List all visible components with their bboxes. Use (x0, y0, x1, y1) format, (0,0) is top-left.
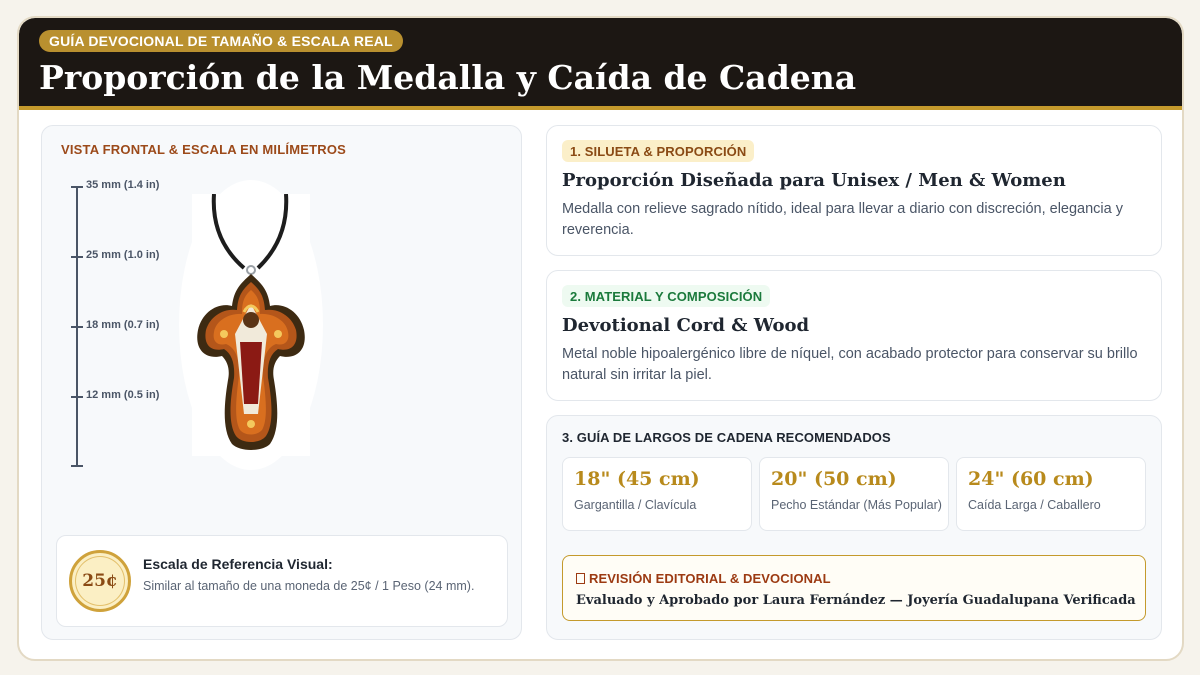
ruler-tick (71, 396, 83, 398)
review-body: Evaluado y Aprobado por Laura Fernández — Joyería Guadalupana Verificada (576, 593, 1136, 608)
silhouette-card (546, 125, 1162, 256)
review-heading-text: REVISIÓN EDITORIAL & DEVOCIONAL (589, 571, 831, 586)
material-title: Devotional Cord & Wood (562, 315, 810, 336)
ruler-label: 18 mm (0.7 in) (86, 319, 160, 331)
ruler-label: 12 mm (0.5 in) (86, 389, 160, 401)
review-heading (576, 571, 831, 586)
chain-length-heading: 3. GUÍA DE LARGOS DE CADENA RECOMENDADOS (562, 430, 891, 445)
length-note: Caída Larga / Caballero (968, 498, 1101, 512)
material-description: Metal noble hipoalergénico libre de níquel, con acabado protector para conservar su brillo natural sin irritar la piel. (562, 346, 1138, 383)
length-note: Pecho Estándar (Más Popular) (771, 498, 942, 512)
scale-panel-heading: VISTA FRONTAL & ESCALA EN MILÍMETROS (61, 142, 347, 157)
silhouette-description: Medalla con relieve sagrado nítido, ideal para llevar a diario con discreción, elegancia y reverencia. (562, 201, 1123, 238)
coin-reference-description: Similar al tamaño de una moneda de 25¢ / 1 Peso (24 mm). (143, 579, 475, 593)
page-title: Proporción de la Medalla y Caída de Cadena (39, 58, 857, 97)
coin-icon: 25¢ (69, 550, 131, 612)
ruler-tick (71, 326, 83, 328)
ruler-tick (71, 465, 83, 467)
missing-glyph-icon (576, 573, 585, 584)
length-option-18[interactable] (562, 457, 752, 531)
editorial-review-box (562, 555, 1146, 621)
coin-reference-card (56, 535, 508, 627)
ruler-tick (71, 256, 83, 258)
length-option-20[interactable] (759, 457, 949, 531)
page-header (19, 18, 1182, 110)
material-card (546, 270, 1162, 401)
page-frame (17, 16, 1184, 661)
ruler-label: 25 mm (1.0 in) (86, 249, 160, 261)
length-value: 24" (60 cm) (968, 468, 1094, 490)
scale-panel (41, 125, 522, 640)
header-badge: GUÍA DEVOCIONAL DE TAMAÑO & ESCALA REAL (39, 30, 403, 52)
chain-length-card (546, 415, 1162, 640)
length-option-24[interactable] (956, 457, 1146, 531)
silhouette-label: 1. SILUETA & PROPORCIÓN (562, 140, 754, 162)
ruler-tick (71, 186, 83, 188)
material-label: 2. MATERIAL Y COMPOSICIÓN (562, 285, 770, 307)
length-value: 20" (50 cm) (771, 468, 897, 490)
length-note: Gargantilla / Clavícula (574, 498, 697, 512)
length-value: 18" (45 cm) (574, 468, 700, 490)
cross-medal-image (192, 194, 310, 456)
ruler-label: 35 mm (1.4 in) (86, 179, 160, 191)
silhouette-title: Proporción Diseñada para Unisex / Men & Women (562, 170, 1066, 191)
coin-reference-title: Escala de Referencia Visual: (143, 556, 333, 572)
